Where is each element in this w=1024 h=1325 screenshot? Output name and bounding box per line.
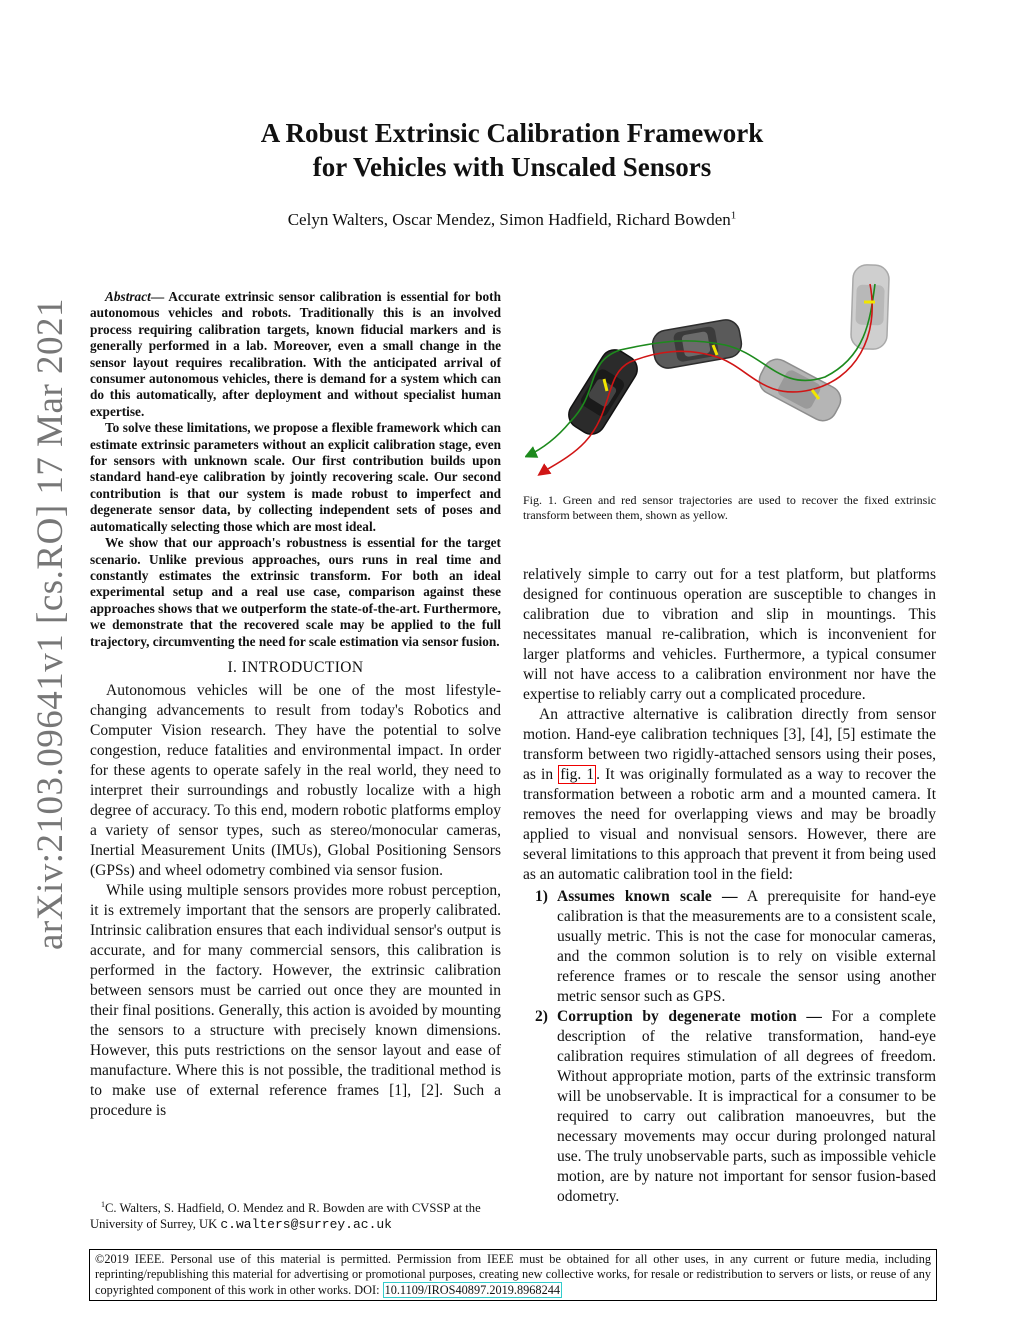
list-item-number: 2) [535,1008,548,1025]
intro-paragraph-4 [523,705,936,885]
copyright-text: ©2019 IEEE. Personal use of this material is permitted. Permission from IEEE must be obtained for all other uses, in any current or future media, including reprinting/republishing this material for advertising or promotional purposes, creating new collective works, for resale or redistribution to servers or lists, or reuse of any copyrighted component of this work in other works. DOI: [95,1252,931,1297]
right-column [523,565,936,1207]
ghost-car-top [851,264,890,349]
list-item-heading: Assumes known scale — [557,888,738,905]
list-item [523,1007,936,1207]
author-footnote-mark: 1 [730,209,737,222]
title-line-1: A Robust Extrinsic Calibration Framework [260,118,764,148]
green-trajectory [527,284,875,456]
abstract-paragraph-1: — Accurate extrinsic sensor calibration is essential for both autonomous vehicles and robots. Traditionally this is an involved process requiring calibration targets, known fiducial markers and is generally performed in a lab. Moreover, even a small change in the sensor layout requires recalibration. With the anticipated arrival of consumer autonomous vehicles, there is demand for a system which can do this automatically, after deployment and without specialist human expertise. [90,289,501,419]
list-item-number: 1) [535,888,548,905]
abstract [90,289,501,650]
copyright-notice [89,1249,937,1301]
abstract-paragraph-3: We show that our approach's robustness is essential for the target scenario. Unlike previous approaches, ours runs in real time and constantly estimates the extrinsic transform. For both an ideal experimental setup and a real use case, comparison against these approaches shows that we outperform the state-of-the-art. Furthermore, we demonstrate that the recovered scale may be applied to the full trajectory, circumventing the need for scale estimation via sensor fusion. [90,535,501,649]
trajectory-figure [525,262,940,492]
arxiv-identifier: arXiv:2103.09641v1 [cs.RO] 17 Mar 2021 [30,297,71,950]
list-item-text: For a complete description of the relative transformation, hand-eye calibration requires stimulation of all degrees of freedom. Without appropriate motion, parts of the extrinsic transform will be unobservable. It is impractical for a consumer to be required to carry out calibration manoeuvres, but the necessary movements may occur during prolonged natural use. The truly unobservable parts, such as impossible vehicle motion, are by nature not important for sensor fusion-based odometry. [557,1008,936,1205]
left-column [90,289,501,1121]
figure-1-reference-link[interactable]: fig. 1 [560,766,595,783]
intro-right-text [523,565,936,1207]
dark-car-left [564,345,643,440]
author-email-link[interactable]: c.walters@surrey.ac.uk [220,1217,392,1233]
list-item [523,887,936,1007]
intro-paragraph-1: Autonomous vehicles will be one of the most lifestyle-changing advancements to result from today's Robotics and Computer Vision research. They have the potential to solve congestion, reduce fatalities and environmental impact. In order for these agents to operate safely in the real world, they need to interpret their surroundings and robustly localize with a high degree of accuracy. To this end, modern robotic platforms employ a variety of sensor types, such as stereo/monocular cameras, Inertial Measurement Units (IMUs), Global Positioning Sensors (GPSs) and wheel odometry combined via sensor fusion. [90,681,501,879]
limitations-list [523,887,936,1207]
footnote-text: C. Walters, S. Hadfield, O. Mendez and R. Bowden are with CVSSP at the University of Surrey, UK [90,1201,481,1232]
figure-1 [525,262,940,492]
doi-link[interactable]: 10.1109/IROS40897.2019.8968244 [384,1282,561,1297]
title-line-2: for Vehicles with Unscaled Sensors [312,152,712,182]
paper-title [0,116,1024,184]
intro-paragraph-3: relatively simple to carry out for a test platform, but platforms designed for continuous operation are susceptible to changes in calibration due to vibration and slip in mountings. This necessitates manual re-calibration, which is inconvenient for larger platforms and vehicles. Furthermore, a typical consumer will not have access to a calibration environment nor have the expertise to reliably carry out a complicated procedure. [523,566,936,703]
author-affiliation-footnote [90,1197,501,1233]
list-item-heading: Corruption by degenerate motion — [557,1008,822,1025]
figure-1-caption: Fig. 1. Green and red sensor trajectories are used to recover the fixed extrinsic transform between them, shown as yellow. [523,493,936,522]
footnote-mark: 1 [101,1200,105,1209]
abstract-paragraph-2: To solve these limitations, we propose a flexible framework which can estimate extrinsic parameters without an explicit calibration stage, even for sensors with unknown scale. Our first contribution builds upon standard hand-eye calibration by jointly recovering scale. Our second contribution is that our system is made robust to imperfect and degenerate sensor data, by collecting independent sets of poses and automatically selecting those which are most ideal. [90,420,501,534]
intro-p4-after: . It was originally formulated as a way to recover the transformation between a robotic arm and a mounted camera. It removes the need for overlapping views and may be broadly applied to visual and nonvisual sensors. However, there are several limitations to this approach that prevent it from being used as an automatic calibration tool in the field: [523,766,936,883]
ghost-car-middle [754,354,845,425]
intro-paragraph-2: While using multiple sensors provides more robust perception, it is extremely important that the sensors are properly calibrated. Intrinsic calibration ensures that each individual sensor's output is accurate, and for many commercial sensors, this calibration is performed in the factory. However, the extrinsic calibration between sensors must be carried out once they are mounted in their final positions. Generally, this action is avoided by mounting the sensors to a structure with precisely known dimensions. However, this puts restrictions on the sensor layout and ease of manufacture. Where this is not possible, the traditional method is to make use of external reference frames [1], [2]. Such a procedure is [90,881,501,1119]
intro-p4-before: An attractive alternative is calibration directly from sensor motion. Hand-eye calibration techniques [3], [4], [5] estimate the transform between two rigidly-attached sensors using their poses, as in [523,706,936,783]
abstract-label: Abstract [105,289,151,304]
list-item-text: A prerequisite for hand-eye calibration is that the measurements are to a consistent scale, usually metric. This is not the case for monocular cameras, and the common solution is to rely on visible external reference frames or to rescale the sensor using another metric sensor such as GPS. [557,888,936,1005]
section-heading-introduction: I. INTRODUCTION [227,658,364,676]
author-names: Celyn Walters, Oscar Mendez, Simon Hadfield, Richard Bowden [287,210,731,229]
intro-left-text [90,681,501,1121]
author-list [0,210,1024,230]
